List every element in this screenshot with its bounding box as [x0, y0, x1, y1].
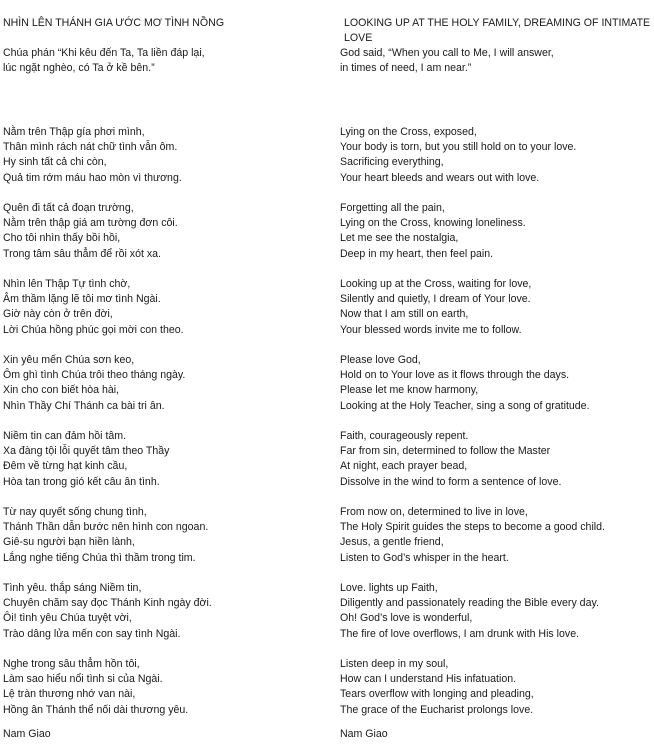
- verse-line: Faith, courageously repent.: [340, 430, 469, 442]
- verse-line: Your heart bleeds and wears out with love.: [340, 171, 540, 184]
- verse-line: Dissolve in the wind to form a sentence of love.: [340, 475, 562, 488]
- stanza: [340, 429, 652, 505]
- verse-line: Cho tôi nhìn thấy bồi hồi,: [3, 232, 121, 245]
- verse-line: Làm sao hiểu nổi tình si của Ngài.: [3, 673, 163, 686]
- verse-line: At night, each prayer bead,: [340, 460, 468, 473]
- verse-line: Âm thầm lặng lẽ tôi mơ tình Ngài.: [3, 293, 161, 306]
- verse-line: Now that I am still on earth,: [340, 308, 469, 321]
- verse-line: The Holy Spirit guides the steps to become a good child.: [340, 521, 605, 534]
- verse-line: Oh! God’s love is wonderful,: [340, 612, 473, 625]
- verse-line: Trong tâm sâu thẳm để rồi xót xa.: [3, 247, 161, 260]
- verse-line: Let me see the nostalgia,: [340, 232, 459, 245]
- verse-line: Quên đi tất cả đoạn trường,: [3, 202, 134, 214]
- stanza: [340, 353, 652, 429]
- verse-line: Diligently and passionately reading the Bible every day.: [340, 597, 599, 610]
- verse-line: Nằm trên thập giá am tường đơn côi.: [3, 217, 178, 230]
- verse-line: Hòa tan trong gió kết câu ân tình.: [3, 475, 160, 488]
- verse-line: Tears overflow with longing and pleading,: [340, 688, 534, 701]
- poem-title-vietnamese: NHÌN LÊN THÁNH GIA ƯỚC MƠ TÌNH NỒNG: [3, 17, 225, 29]
- intro-vietnamese: [3, 46, 323, 125]
- stanza: [3, 505, 323, 581]
- verse-line: Your body is torn, but you still hold on to your love.: [340, 141, 577, 154]
- stanzas-vietnamese: [3, 125, 323, 733]
- verse-line: Trào dâng lửa mến con say tình Ngài.: [3, 627, 181, 640]
- verse-line: Looking at the Holy Teacher, sing a song of gratitude.: [340, 399, 590, 412]
- intro-line: lúc ngặt nghèo, có Ta ở kề bên.”: [3, 62, 155, 75]
- verse-line: Forgetting all the pain,: [340, 202, 445, 214]
- verse-line: Thánh Thần dẫn bước nên hình con ngoan.: [3, 521, 209, 534]
- verse-line: Ôm ghì tình Chúa trôi theo tháng ngày.: [3, 369, 186, 382]
- verse-line: Nghe trong sâu thẳm hồn tôi,: [3, 658, 140, 670]
- verse-line: How can I understand His infatuation.: [340, 673, 517, 686]
- stanza: [340, 581, 652, 657]
- verse-line: Tình yêu. thắp sáng Niềm tin,: [3, 582, 142, 594]
- stanza: [3, 277, 323, 353]
- verse-line: Nằm trên Thập gía phơi mình,: [3, 126, 145, 138]
- verse-line: Lời Chúa hồng phúc gọi mời con theo.: [3, 323, 184, 336]
- english-column: [340, 15, 652, 733]
- verse-line: Silently and quietly, I dream of Your love.: [340, 293, 531, 306]
- verse-line: Please love God,: [340, 354, 421, 366]
- verse-line: Jesus, a gentle friend,: [340, 536, 444, 549]
- verse-line: Listen to God’s whisper in the heart.: [340, 551, 509, 564]
- verse-line: Đêm về từng hạt kinh cầu,: [3, 460, 128, 473]
- verse-line: Hy sinh tất cả chi còn,: [3, 156, 107, 169]
- verse-line: Sacrificing everything,: [340, 156, 444, 169]
- stanza: [3, 353, 323, 429]
- verse-line: Listen deep in my soul,: [340, 658, 449, 670]
- stanza: [3, 201, 323, 277]
- verse-line: Hồng ân Thánh thể nối dài thương yêu.: [3, 703, 189, 716]
- author-vietnamese: Nam Giao: [3, 728, 51, 740]
- verse-line: Giờ này còn ở trên đời,: [3, 308, 113, 321]
- verse-line: From now on, determined to live in love,: [340, 506, 528, 518]
- intro-line: in times of need, I am near.”: [340, 62, 472, 75]
- stanza: [340, 201, 652, 277]
- stanza: [3, 657, 323, 733]
- stanzas-english: [340, 125, 652, 733]
- verse-line: Lắng nghe tiếng Chúa thì thầm trong tim.: [3, 551, 196, 564]
- verse-line: Thân mình rách nát chữ tình vẫn ôm.: [3, 141, 178, 154]
- verse-line: The fire of love overflows, I am drunk with His love.: [340, 627, 580, 640]
- stanza: [3, 125, 323, 201]
- verse-line: Xin cho con biết hòa hài,: [3, 384, 120, 397]
- stanza: [340, 657, 652, 733]
- verse-line: Lệ tràn thương nhớ van nài,: [3, 688, 136, 701]
- stanza: [340, 505, 652, 581]
- verse-line: Ôi! tình yêu Chúa tuyệt vời,: [3, 612, 132, 625]
- stanza: [340, 277, 652, 353]
- verse-line: Nhìn Thầy Chí Thánh ca bài tri ân.: [3, 399, 165, 412]
- poem-title-english: LOOKING UP AT THE HOLY FAMILY, DREAMING OF INTIMATE LOVE: [344, 17, 651, 44]
- verse-line: Chuyên chăm say đọc Thánh Kinh ngày đời.: [3, 597, 212, 610]
- verse-line: Hold on to Your love as it flows through the days.: [340, 369, 570, 382]
- stanza: [340, 125, 652, 201]
- verse-line: The grace of the Eucharist prolongs love.: [340, 703, 534, 716]
- verse-line: Lying on the Cross, exposed,: [340, 126, 477, 138]
- verse-line: Từ nay quyết sống chung tình,: [3, 506, 147, 518]
- verse-line: Please let me know harmony,: [340, 384, 479, 397]
- verse-line: Niềm tin can đảm hồi tâm.: [3, 430, 127, 442]
- author-english: Nam Giao: [340, 728, 388, 740]
- verse-line: Deep in my heart, then feel pain.: [340, 247, 494, 260]
- intro-line: Chúa phán “Khi kêu đến Ta, Ta liền đáp lại,: [3, 47, 205, 59]
- intro-english: [340, 46, 652, 125]
- verse-line: Looking up at the Cross, waiting for love,: [340, 278, 532, 290]
- vietnamese-column: [3, 15, 323, 733]
- verse-line: Far from sin, determined to follow the Master: [340, 445, 551, 458]
- verse-line: Nhìn lên Thập Tự tình chờ,: [3, 278, 131, 290]
- stanza: [3, 429, 323, 505]
- intro-line: God said, “When you call to Me, I will answer,: [340, 47, 554, 59]
- verse-line: Xin yêu mến Chúa sơn keo,: [3, 354, 135, 366]
- verse-line: Giê-su người bạn hiền lành,: [3, 536, 135, 549]
- verse-line: Love. lights up Faith,: [340, 582, 438, 594]
- verse-line: Quả tim rớm máu hao mòn vì thương.: [3, 171, 182, 184]
- verse-line: Xa đàng tội lỗi quyết tâm theo Thầy: [3, 445, 170, 458]
- verse-line: Lying on the Cross, knowing loneliness.: [340, 217, 526, 230]
- stanza: [3, 581, 323, 657]
- verse-line: Your blessed words invite me to follow.: [340, 323, 522, 336]
